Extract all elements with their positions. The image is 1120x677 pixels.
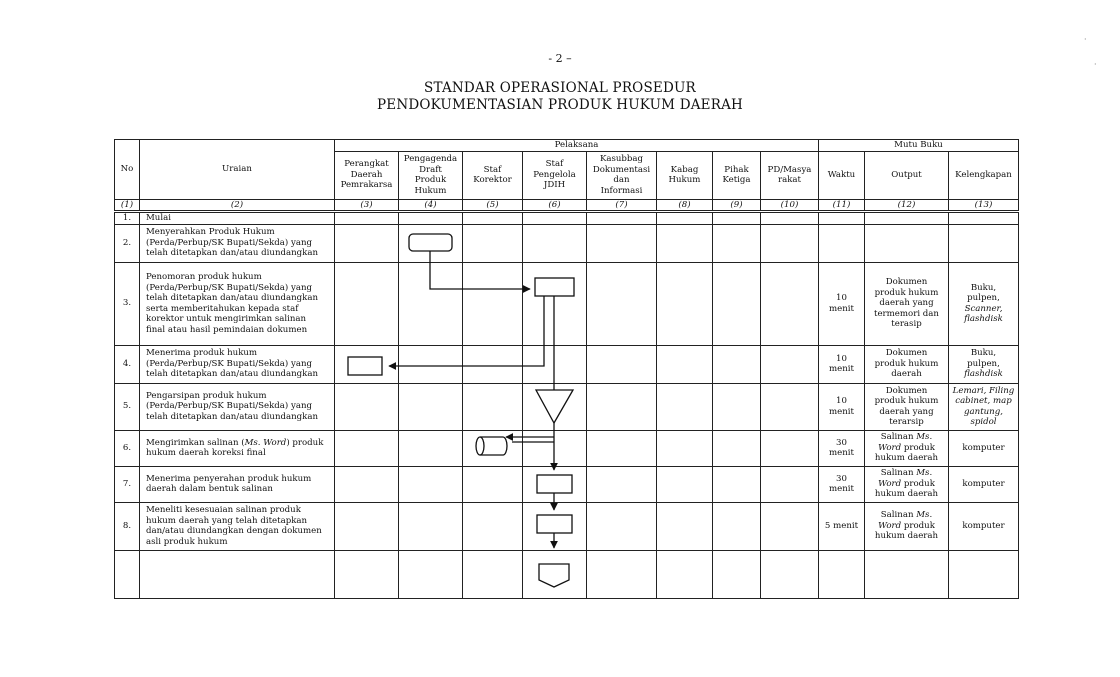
table-row xyxy=(115,430,1019,466)
row-uraian: Meneliti kesesuaian salinan produk hukum daerah yang telah ditetapkan dan/atau diundangkan dengan dokumen asli produk hukum xyxy=(140,502,335,550)
colnum: (9) xyxy=(713,199,761,212)
colnum: (11) xyxy=(819,199,865,212)
row-uraian: Menerima produk hukum (Perda/Perbup/SK Bupati/Sekda) yang telah ditetapkan dan/atau diundangkan xyxy=(140,345,335,383)
row-no: 6. xyxy=(115,430,140,466)
table-row xyxy=(115,262,1019,345)
row-kelengkapan: Buku, pulpen, flashdisk xyxy=(949,345,1019,383)
header-pengagenda: Pengagenda Draft Produk Hukum xyxy=(399,151,463,199)
header-pihak-ketiga: Pihak Ketiga xyxy=(713,151,761,199)
row-no: 7. xyxy=(115,466,140,502)
row-output: Salinan Ms. Word produk hukum daerah xyxy=(865,430,949,466)
row-uraian: Mengirimkan salinan (Ms. Word) produk hukum daerah koreksi final xyxy=(140,430,335,466)
row-uraian: Menyerahkan Produk Hukum (Perda/Perbup/SK Bupati/Sekda) yang telah ditetapkan dan/atau diundangkan xyxy=(140,224,335,262)
table-row xyxy=(115,466,1019,502)
colnum: (2) xyxy=(140,199,335,212)
header-kelengkapan: Kelengkapan xyxy=(949,151,1019,199)
row-output: Dokumen produk hukum daerah yang terarsip xyxy=(865,383,949,430)
header-no: No xyxy=(115,140,140,200)
page-number: - 2 – xyxy=(548,52,572,65)
row-waktu: 30 menit xyxy=(819,430,865,466)
row-waktu: 5 menit xyxy=(819,502,865,550)
colnum: (4) xyxy=(399,199,463,212)
row-no: 3. xyxy=(115,262,140,345)
row-no: 2. xyxy=(115,224,140,262)
colnum: (5) xyxy=(463,199,523,212)
header-perangkat-daerah: Perangkat Daerah Pemrakarsa xyxy=(335,151,399,199)
header-uraian: Uraian xyxy=(140,140,335,200)
table-row xyxy=(115,345,1019,383)
row-no: 4. xyxy=(115,345,140,383)
table-row xyxy=(115,550,1019,598)
row-waktu: 10 menit xyxy=(819,262,865,345)
table-row xyxy=(115,383,1019,430)
row-kelengkapan: komputer xyxy=(949,502,1019,550)
row-uraian: Pengarsipan produk hukum (Perda/Perbup/SK Bupati/Sekda) yang telah ditetapkan dan/atau diundangkan xyxy=(140,383,335,430)
sop-table xyxy=(114,139,1019,599)
header-pd-masyarakat: PD/Masya rakat xyxy=(761,151,819,199)
table-row xyxy=(115,212,1019,225)
row-no: 5. xyxy=(115,383,140,430)
document-subtitle: PENDOKUMENTASIAN PRODUK HUKUM DAERAH xyxy=(376,97,744,113)
row-waktu: 10 menit xyxy=(819,383,865,430)
table-row xyxy=(115,502,1019,550)
header-kabag-hukum: Kabag Hukum xyxy=(657,151,713,199)
document-title: STANDAR OPERASIONAL PROSEDUR xyxy=(424,80,696,96)
colnum: (3) xyxy=(335,199,399,212)
row-waktu: 30 menit xyxy=(819,466,865,502)
colnum: (6) xyxy=(523,199,587,212)
row-kelengkapan: Buku, pulpen, Scanner, flashdisk xyxy=(949,262,1019,345)
row-output: Dokumen produk hukum daerah xyxy=(865,345,949,383)
scan-mark: · xyxy=(1094,60,1097,69)
scan-mark: · xyxy=(1084,35,1087,44)
row-output: Salinan Ms. Word produk hukum daerah xyxy=(865,502,949,550)
row-output: Salinan Ms. Word produk hukum daerah xyxy=(865,466,949,502)
colnum: (8) xyxy=(657,199,713,212)
colnum: (1) xyxy=(115,199,140,212)
row-no: 8. xyxy=(115,502,140,550)
header-staf-korektor: Staf Korektor xyxy=(463,151,523,199)
header-pelaksana: Pelaksana xyxy=(335,140,819,152)
row-waktu: 10 menit xyxy=(819,345,865,383)
row-no: 1. xyxy=(115,212,140,225)
header-staf-jdih: Staf Pengelola JDIH xyxy=(523,151,587,199)
row-uraian: Penomoran produk hukum (Perda/Perbup/SK Bupati/Sekda) yang telah ditetapkan dan/atau diundangkan serta memberitahukan kepada staf korektor untuk mengirimkan salinan final atau hasil pemindaian dokumen xyxy=(140,262,335,345)
table-row xyxy=(115,224,1019,262)
colnum: (12) xyxy=(865,199,949,212)
row-kelengkapan: komputer xyxy=(949,466,1019,502)
row-output: Dokumen produk hukum daerah yang termemori dan terasip xyxy=(865,262,949,345)
row-uraian: Menerima penyerahan produk hukum daerah dalam bentuk salinan xyxy=(140,466,335,502)
colnum: (13) xyxy=(949,199,1019,212)
row-kelengkapan: komputer xyxy=(949,430,1019,466)
colnum: (10) xyxy=(761,199,819,212)
colnum: (7) xyxy=(587,199,657,212)
header-waktu: Waktu xyxy=(819,151,865,199)
header-mutu-buku: Mutu Buku xyxy=(819,140,1019,152)
row-uraian: Mulai xyxy=(140,212,335,225)
header-output: Output xyxy=(865,151,949,199)
header-kasubbag: Kasubbag Dokumentasi dan Informasi xyxy=(587,151,657,199)
row-kelengkapan: Lemari, Filing cabinet, map gantung, spidol xyxy=(949,383,1019,430)
